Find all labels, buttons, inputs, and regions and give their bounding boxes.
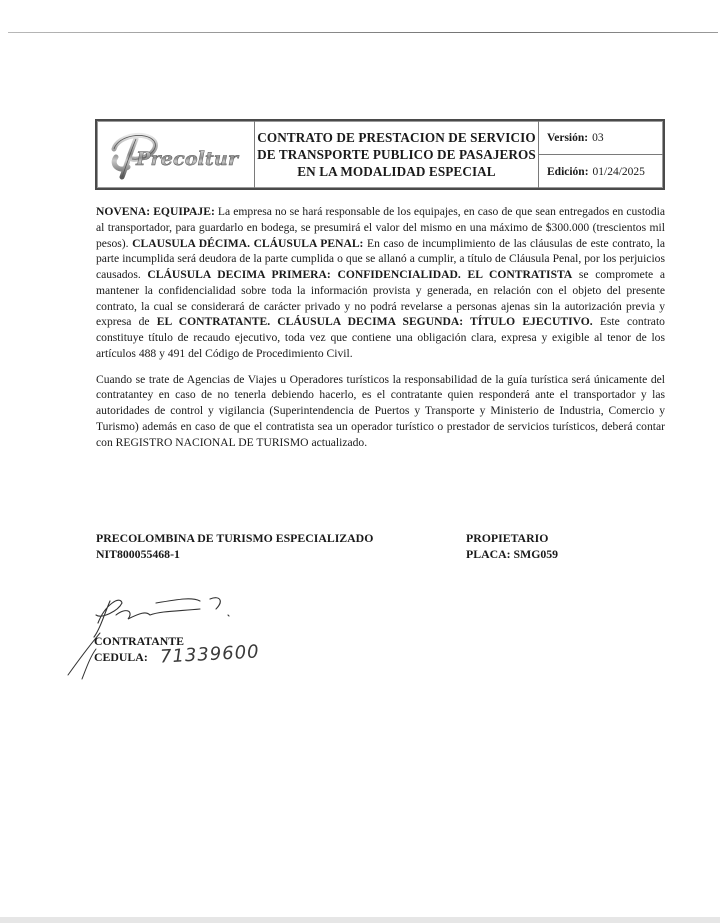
title-line-2: DE TRANSPORTE PUBLICO DE PASAJEROS [257, 147, 536, 162]
page-bottom-edge [0, 917, 720, 923]
company-nit: NIT800055468-1 [96, 547, 180, 561]
title-line-3: EN LA MODALIDAD ESPECIAL [297, 164, 496, 179]
clause-heading: NOVENA: EQUIPAJE: [96, 205, 215, 218]
edition-label: Edición: [547, 165, 589, 178]
travel-agencies-paragraph: Cuando se trate de Agencias de Viajes u Operadores turísticos la responsabilidad de la guía turística será únicamente del contratantey en caso de no tenerla debiendo hacerlo, es el contratante quien responderá ante el transportador y las autoridades de control y vigilancia (Superintendencia de Puertos y Transporte y Ministerio de Industria, Comercio y Turismo) además en caso de que el contratista sea un operador turístico o prestador de servicios turísticos, deberá contar con REGISTRO NACIONAL DE TURISMO actualizado. [96, 372, 665, 449]
clause-text: En caso de incumplimiento de las cláusulas de este contrato, la parte incumplida será deudora de la parte cumplida o que se allanó a cumplir, a título de Cláusula Penal, por los perjuicios causados. [96, 236, 666, 281]
vehicle-plate: PLACA: SMG059 [466, 547, 559, 561]
clause-heading: CLÁUSULA DECIMA PRIMERA: CONFIDENCIALIDAD. EL CONTRATISTA [147, 268, 573, 281]
version-value: 03 [592, 131, 604, 144]
clauses-paragraph [96, 204, 665, 362]
clause-text: Este contrato constituye título de recaudo ejecutivo, toda vez que contiene una obligación clara, expresa y exigible al tenor de los artículos 488 y 491 del Código de Procedimiento Civil. [96, 315, 665, 360]
document-header-table [95, 119, 665, 190]
top-divider-line [8, 32, 718, 33]
contratante-label: CONTRATANTE [94, 634, 185, 648]
logo-cell [97, 121, 255, 188]
document-meta [539, 121, 663, 188]
edition-row [539, 154, 663, 188]
cedula-handwritten-number: 71339600 [159, 641, 261, 668]
owner-signature-block [466, 530, 558, 562]
company-logo [106, 127, 246, 183]
clause-heading: EL CONTRATANTE. CLÁUSULA DECIMA SEGUNDA: TÍTULO EJECUTIVO. [156, 315, 593, 329]
document-title [255, 121, 539, 188]
logo-wordmark: Precoltur [134, 147, 240, 170]
clause-text: La empresa no se hará responsable de los equipajes, en caso de que sean entregados en custodia al transportador, para guardarlo en bodega, se presumirá el valor del mismo en una máximo de $300.000 (trescientos mil pesos). [96, 205, 665, 250]
contract-body [96, 204, 665, 450]
version-label: Versión: [547, 131, 589, 144]
title-line-1: CONTRATO DE PRESTACION DE SERVICIO [257, 130, 536, 145]
company-signature-block [96, 530, 373, 562]
owner-label: PROPIETARIO [466, 531, 549, 545]
cedula-label: CEDULA: [94, 650, 148, 664]
clause-text: se compromete a mantener la confidencialidad sobre toda la información provista y generada, en relación con el objeto del presente contrato, la cual se considerará de carácter privado y no podrá revelarse a personas ajenas sin la autorización previa y expresa de [96, 268, 665, 329]
company-name: PRECOLOMBINA DE TURISMO ESPECIALIZADO [96, 531, 374, 545]
clause-heading: CLAUSULA DÉCIMA. CLÁUSULA PENAL: [132, 236, 364, 250]
edition-value: 01/24/2025 [592, 165, 645, 178]
version-row [539, 121, 663, 154]
